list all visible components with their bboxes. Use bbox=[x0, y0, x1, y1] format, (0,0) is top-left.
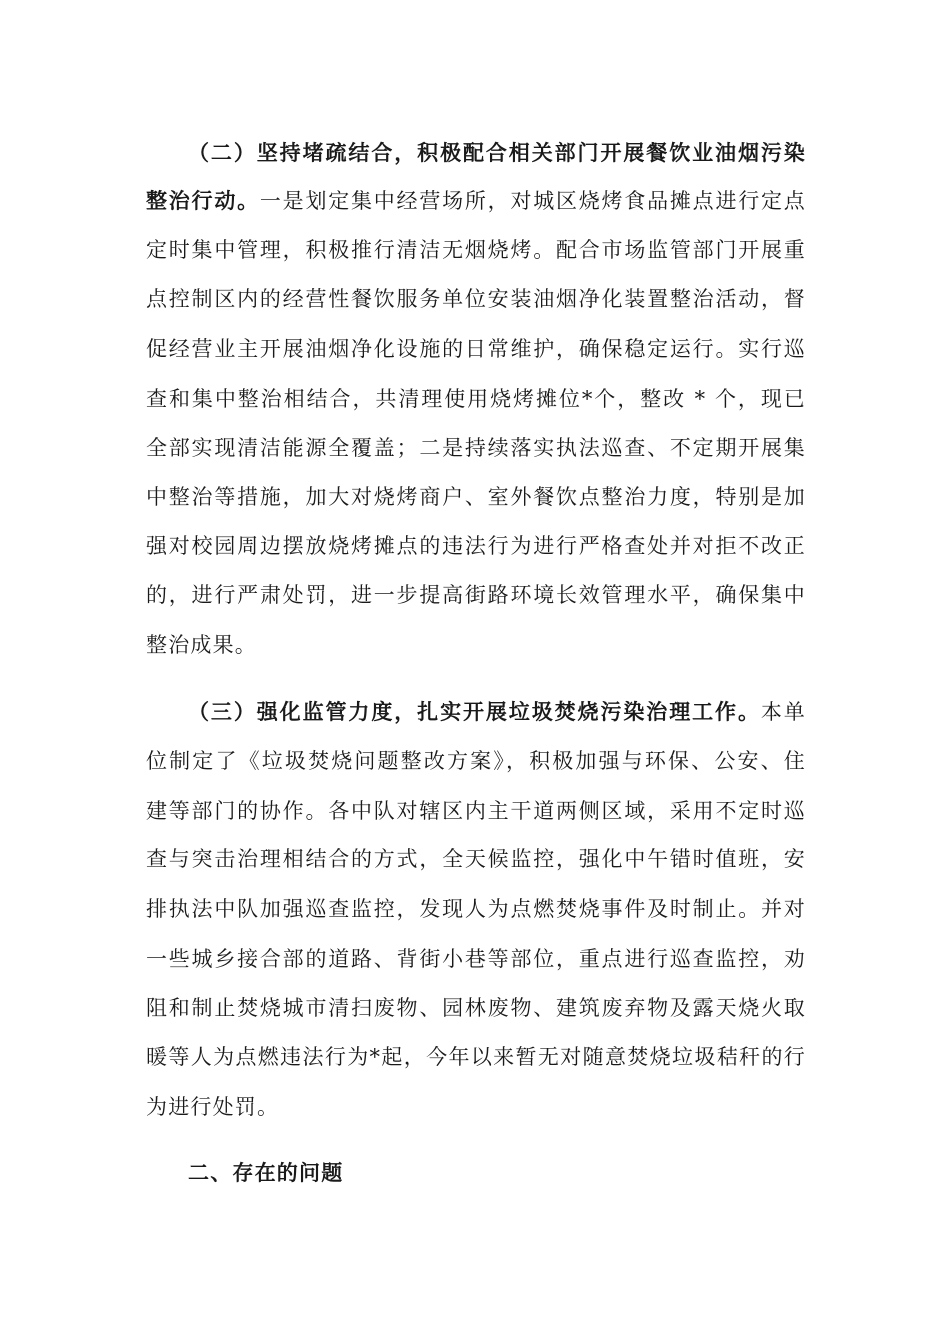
section-3-text-start: 本单 bbox=[760, 700, 807, 724]
section-2-line-7: 全部实现清洁能源全覆盖；二是持续落实执法巡查、不定期开展集 bbox=[146, 436, 806, 460]
section-3-line-5: 排执法中队加强巡查监控，发现人为点燃焚烧事件及时制止。并对 bbox=[146, 897, 806, 921]
section-2-line-10: 的，进行严肃处罚，进一步提高街路环境长效管理水平，确保集中 bbox=[146, 583, 806, 607]
section-2-line-2 bbox=[146, 186, 806, 216]
section-3-line-9: 为进行处罚。 bbox=[146, 1095, 280, 1119]
section-3-line-8: 暖等人为点燃违法行为*起，今年以来暂无对随意焚烧垃圾秸秆的行 bbox=[146, 1045, 806, 1069]
section-2-line-8: 中整治等措施，加大对烧烤商户、室外餐饮点整治力度，特别是加 bbox=[146, 485, 806, 509]
section-3-line-4: 查与突击治理相结合的方式，全天候监控，强化中午错时值班，安 bbox=[146, 847, 806, 871]
section-3-line-1 bbox=[188, 697, 806, 727]
section-2-line-5: 促经营业主开展油烟净化设施的日常维护，确保稳定运行。实行巡 bbox=[146, 337, 806, 361]
section-2-text-start: 一是划定集中经营场所，对城区烧烤食品摊点进行定点 bbox=[259, 189, 806, 213]
section-3-line-7: 阻和制止焚烧城市清扫废物、园林废物、建筑废弃物及露天烧火取 bbox=[146, 996, 806, 1020]
section-2-line-6: 查和集中整治相结合，共清理使用烧烤摊位*个，整改 * 个，现已 bbox=[146, 387, 806, 411]
section-3-line-3: 建等部门的协作。各中队对辖区内主干道两侧区域，采用不定时巡 bbox=[146, 799, 806, 823]
section-2-line-4: 点控制区内的经营性餐饮服务单位安装油烟净化装置整治活动，督 bbox=[146, 287, 806, 311]
section-heading-problems: 二、存在的问题 bbox=[188, 1160, 344, 1185]
section-3-title: （三）强化监管力度，扎实开展垃圾焚烧污染治理工作。 bbox=[188, 699, 761, 724]
section-2-line-11: 整治成果。 bbox=[146, 633, 257, 657]
section-2-line-9: 强对校园周边摆放烧烤摊点的违法行为进行严格查处并对拒不改正 bbox=[146, 534, 806, 558]
section-3-line-2: 位制定了《垃圾焚烧问题整改方案》，积极加强与环保、公安、住 bbox=[146, 749, 806, 773]
section-3-line-6: 一些城乡接合部的道路、背街小巷等部位，重点进行巡查监控，劝 bbox=[146, 947, 806, 971]
section-2-title-line: （二）坚持堵疏结合，积极配合相关部门开展餐饮业油烟污染 bbox=[188, 140, 806, 165]
section-2-line-3: 定时集中管理，积极推行清洁无烟烧烤。配合市场监管部门开展重 bbox=[146, 238, 806, 262]
section-2-title-end: 整治行动。 bbox=[146, 188, 260, 213]
